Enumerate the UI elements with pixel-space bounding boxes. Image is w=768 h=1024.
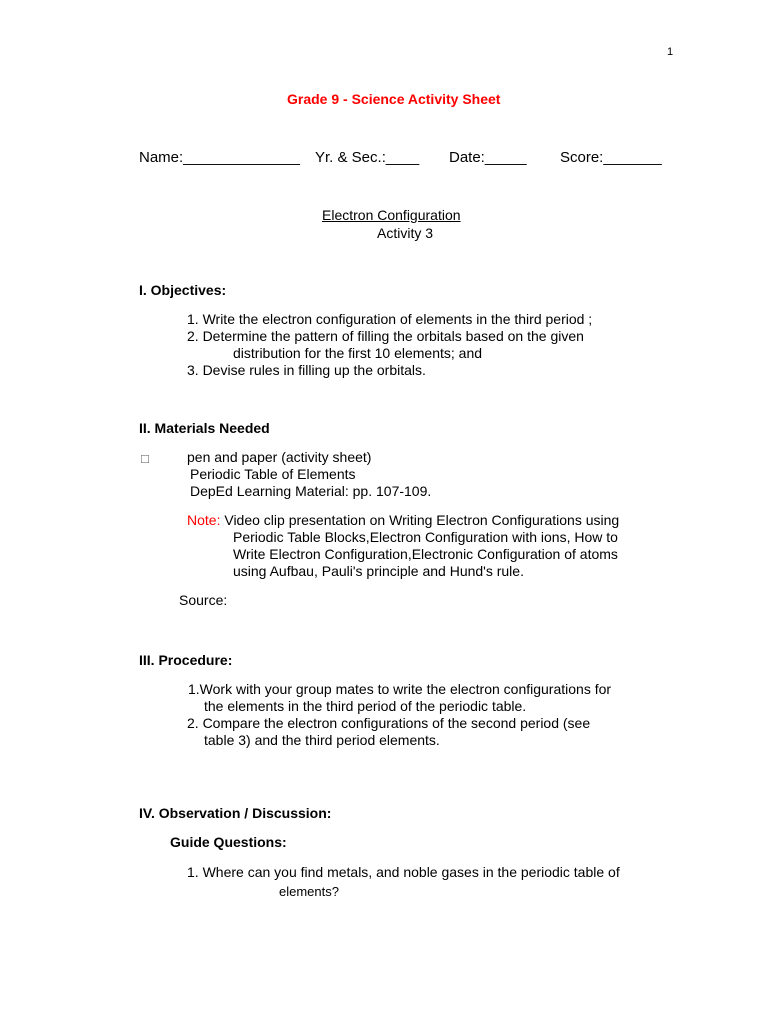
page-number: 1 bbox=[667, 46, 674, 58]
activity-label: Activity 3 bbox=[377, 225, 434, 241]
procedure-item-1-line-1: 1.Work with your group mates to write the electron configurations for bbox=[188, 681, 612, 697]
procedure-heading: III. Procedure: bbox=[139, 652, 233, 668]
note-line-3: Write Electron Configuration,Electronic Configuration of atoms bbox=[233, 546, 618, 562]
source-label: Source: bbox=[179, 592, 228, 608]
note-line-1 bbox=[187, 512, 619, 529]
procedure-item-2-line-2: table 3) and the third period elements. bbox=[204, 732, 440, 748]
material-item-2: Periodic Table of Elements bbox=[190, 466, 356, 482]
question-1-line-1: 1. Where can you find metals, and noble gases in the periodic table of bbox=[187, 864, 620, 880]
objective-item-3: 3. Devise rules in filling up the orbitals. bbox=[187, 362, 426, 378]
question-1-line-2: elements? bbox=[279, 884, 339, 899]
material-item-3: DepEd Learning Material: pp. 107-109. bbox=[190, 483, 432, 499]
topic-heading: Electron Configuration bbox=[322, 207, 461, 223]
guide-questions-heading: Guide Questions: bbox=[170, 834, 287, 850]
material-item-1: pen and paper (activity sheet) bbox=[187, 449, 372, 465]
procedure-item-2-line-1: 2. Compare the electron configurations of the second period (see bbox=[187, 715, 591, 731]
note-label: Note: bbox=[187, 512, 221, 528]
note-text-1: Video clip presentation on Writing Electron Configurations using bbox=[220, 512, 620, 528]
checkbox-bullet-icon: □ bbox=[141, 451, 149, 466]
date-field: Date:_____ bbox=[449, 149, 527, 166]
observation-heading: IV. Observation / Discussion: bbox=[139, 805, 332, 821]
objective-item-2-line-1: 2. Determine the pattern of filling the orbitals based on the given bbox=[187, 328, 584, 344]
objective-item-2-line-2: distribution for the first 10 elements; and bbox=[233, 345, 483, 361]
objectives-heading: I. Objectives: bbox=[139, 282, 227, 298]
yr-sec-field: Yr. & Sec.:____ bbox=[315, 149, 420, 166]
note-line-4: using Aufbau, Pauli's principle and Hund's rule. bbox=[233, 563, 524, 579]
procedure-item-1-line-2: the elements in the third period of the periodic table. bbox=[204, 698, 527, 714]
name-field: Name:______________ bbox=[139, 149, 300, 166]
materials-heading: II. Materials Needed bbox=[139, 420, 270, 436]
score-field: Score:_______ bbox=[560, 149, 662, 166]
note-line-2: Periodic Table Blocks,Electron Configuration with ions, How to bbox=[233, 529, 618, 545]
objective-item-1: 1. Write the electron configuration of elements in the third period ; bbox=[187, 311, 593, 327]
page-title: Grade 9 - Science Activity Sheet bbox=[287, 91, 501, 107]
